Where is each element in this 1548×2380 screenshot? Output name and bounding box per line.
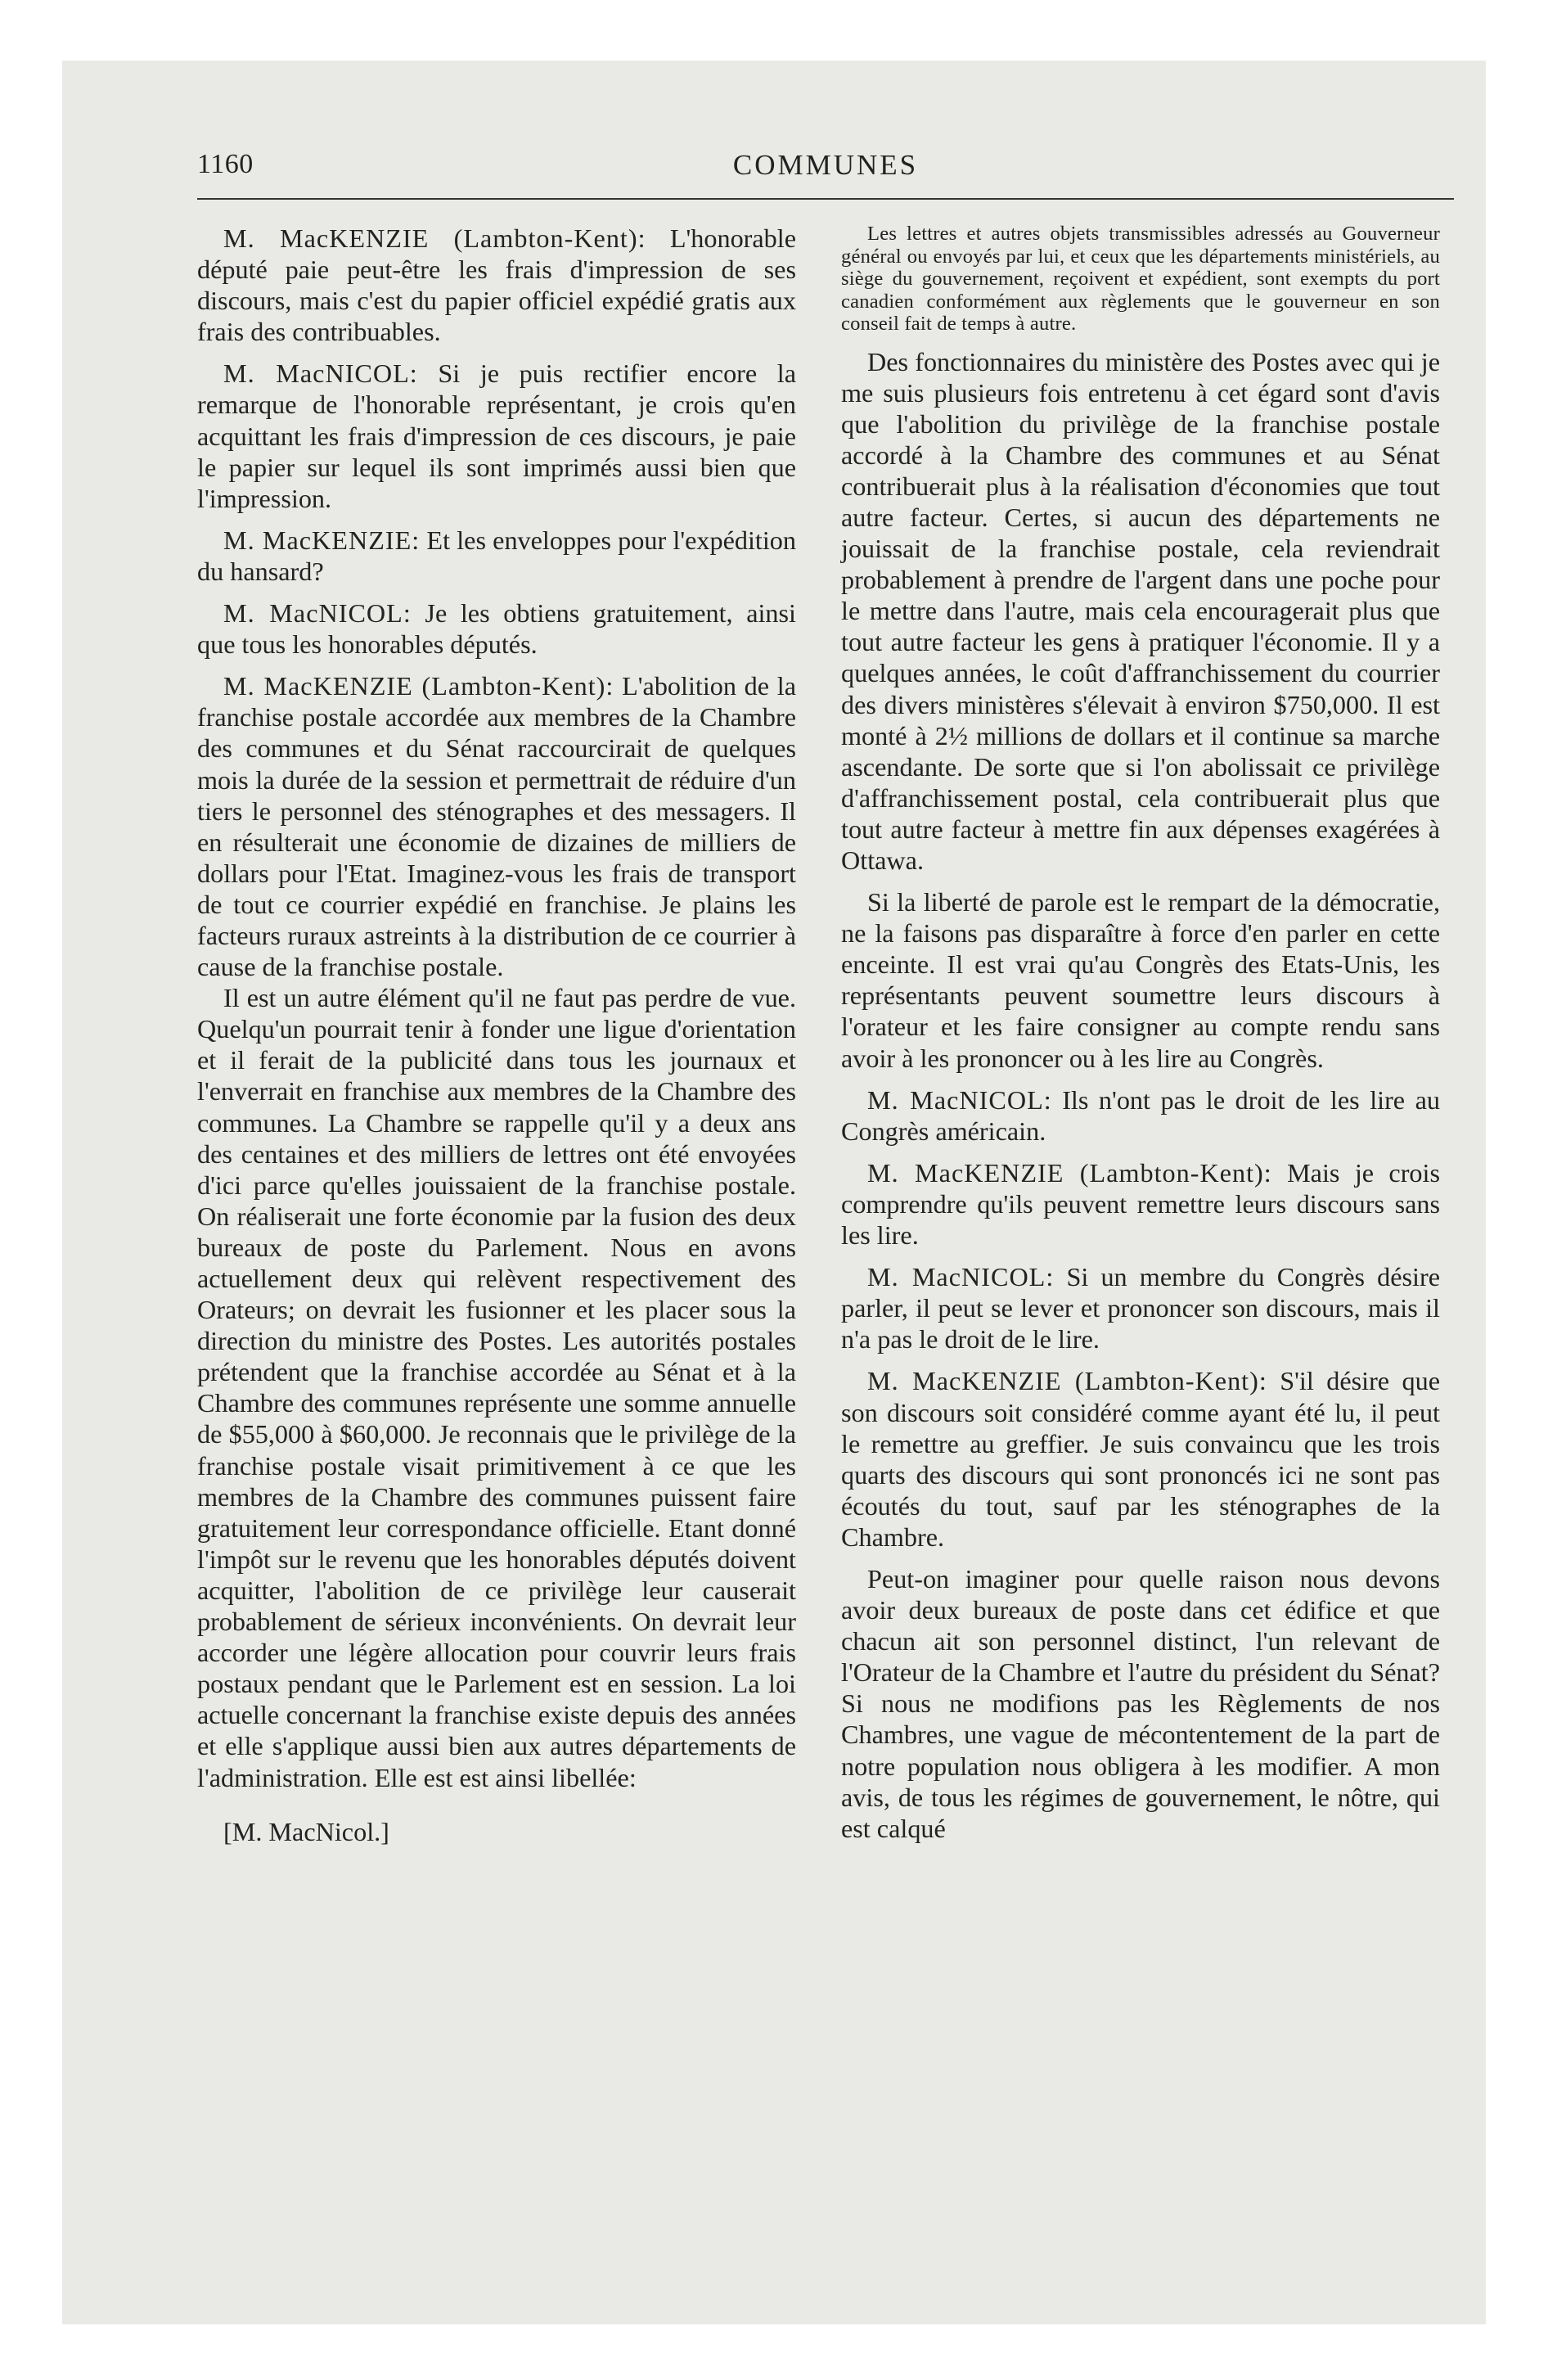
speaker-name: M. MacKENZIE (Lambton-Kent): [867,1366,1267,1396]
paragraph-text: S'il désire que son discours soit considéré comme ayant été lu, il peut le remettre au greffier. Je suis convaincu que les trois quarts des discours qui sont prononcés ici ne sont pas écoutés du tout, sauf par les sténographes de la Chambre. [841,1366,1440,1552]
paragraph [841,886,1440,1074]
paragraph-text: Peut-on imaginer pour quelle raison nous devons avoir deux bureaux de poste dans cet édifice et que chacun ait son personnel distinct, l'un relevant de l'Orateur de la Chambre et l'autre du président du Sénat? Si nous ne modifions pas les Règlements de nos Chambres, une vague de mécontentement de la part de notre population nous obligera à les modifier. A mon avis, de tous les régimes de gouvernement, le nôtre, qui est calqué [841,1563,1440,1843]
paragraph [841,1157,1440,1251]
paragraph [197,223,796,347]
left-column [197,223,796,1858]
paragraph [841,1563,1440,1844]
paragraph [841,1365,1440,1553]
speaker-name: M. MacNICOL: [867,1084,1052,1115]
paragraph-text: Si la liberté de parole est le rempart de la démocratie, ne la faisons pas disparaître à force d'en parler en cette enceinte. Il est vrai qu'au Congrès des Etats-Unis, les représentants peuvent soumettre leurs discours à l'orateur et les faire consigner au compte rendu sans avoir à les prononcer ou à les lire au Congrès. [841,887,1440,1073]
paragraph-text: Des fonctionnaires du ministère des Postes avec qui je me suis plusieurs fois entretenu à cet égard sont d'avis que l'abolition du privilège de la franchise postale accordé à la Chambre des communes et au Sénat contribuerait plus à la réalisation d'économies que tout autre facteur. Certes, si aucun des départements ne jouissait de la franchise postale, cela reviendrait probablement à prendre de l'argent dans une poche pour le mettre dans l'autre, mais cela encouragerait plus que tout autre facteur les gens à pratiquer l'économie. Il y a quelques années, le coût d'affranchissement du courrier des divers ministères s'élevait à environ $750,000. Il est monté à 2½ millions de dollars et il continue sa marche ascendante. De sorte que si l'on abolissait ce privilège d'affranchissement postal, cela contribuerait plus que tout autre facteur à mettre fin aux dépenses exagérées à Ottawa. [841,346,1440,875]
paragraph [197,597,796,660]
paragraph-text: Si un membre du Congrès désire parler, il peut se lever et prononcer son discours, mais il n'a pas le droit de le lire. [841,1262,1441,1355]
speaker-name: M. MacNICOL: [867,1262,1055,1292]
speaker-name: M. MacKENZIE (Lambton-Kent): [223,223,646,253]
paragraph-text: Et les enveloppes pour l'expédition du hansard? [197,525,796,586]
paragraph [841,346,1440,877]
paragraph-text: Je les obtiens gratuitement, ainsi que tous les honorables députés. [197,598,796,660]
speaker-name: M. MacNICOL: [223,598,412,629]
speaker-name: M. MacKENZIE (Lambton-Kent): [223,671,614,701]
paragraph [197,358,796,513]
paragraph [841,1261,1440,1355]
speaker-name: M. MacKENZIE: [223,525,421,555]
paragraph-text: Si je puis rectifier encore la remarque de l'honorable représentant, je crois qu'en acquittant les frais d'impression de ces discours, je paie le papier sur lequel ils sont imprimés aussi bien que l'impression. [197,358,797,513]
paragraph-text: L'honorable député paie peut-être les frais d'impression de ses discours, mais c'est du papier officiel expédié gratis aux frais des contribuables. [197,223,796,347]
statute-quote: Les lettres et autres objets transmissibles adressés au Gouverneur général ou envoyés par lui, et ceux que les départements ministériels, au siège du gouvernement, reçoivent et expédient, sont exempts du port canadien conformément aux règlements que le gouverneur en son conseil fait de temps à autre. [841,223,1440,335]
page-number: 1160 [197,149,254,179]
paragraph-text: Il est un autre élément qu'il ne faut pas perdre de vue. Quelqu'un pourrait tenir à fonder une ligue d'orientation et il ferait de la publicité dans tous les journaux et l'enverrait en franchise aux membres de la Chambre des communes. La Chambre se rappelle qu'il y a deux ans des centaines et des milliers de lettres ont été envoyées d'ici parce qu'elles jouissaient de la franchise postale. On réaliserait une forte économie par la fusion des deux bureaux de poste du Parlement. Nous en avons actuellement deux qui relèvent respectivement des Orateurs; on devrait les fusionner et les placer sous la direction du ministre des Postes. Les autorités postales prétendent que la franchise accordée au Sénat et à la Chambre des communes représente une somme annuelle de $55,000 à $60,000. Je reconnais que le privilège de la franchise postale visait primitivement à ce que les membres de la Chambre des communes puissent faire gratuitement leur correspondance officielle. Etant donné l'impôt sur le revenu que les honorables députés doivent acquitter, l'abolition de ce privilège leur causerait probablement de sérieux inconvénients. On devrait leur accorder une légère allocation pour couvrir leurs frais postaux pendant que le Parlement est en session. La loi actuelle concernant la franchise existe depuis des années et elle s'applique aussi bien aux autres départements de l'administration. Elle est est ainsi libellée: [197,983,796,1792]
page-header [197,146,1454,195]
speaker-marker: [M. MacNicol.] [223,1816,389,1846]
right-column [841,223,1440,1855]
paragraph-text: L'abolition de la franchise postale accordée aux membres de la Chambre des communes et du Sénat raccourcirait de quelques mois la durée de la session et permettrait de réduire d'un tiers le personnel des sténographes et des messagers. Il en résulterait une économie de dizaines de milliers de dollars pour l'Etat. Imaginez-vous les frais de transport de tout ce courrier expédié en franchise. Je plains les facteurs ruraux astreints à la distribution de ce courrier à cause de la franchise postale. [197,671,796,982]
paragraph-text: Ils n'ont pas le droit de les lire au Congrès américain. [841,1084,1440,1146]
paragraph [197,982,796,1792]
paragraph [841,1084,1440,1147]
paragraph-text: Mais je crois comprendre qu'ils peuvent remettre leurs discours sans les lire. [841,1157,1440,1251]
header-rule [197,198,1454,200]
running-head: COMMUNES [732,149,919,181]
speaker-name: M. MacKENZIE (Lambton-Kent): [867,1157,1272,1188]
paragraph [197,525,796,587]
speaker-name: M. MacNICOL: [223,358,418,389]
paragraph [197,670,796,982]
